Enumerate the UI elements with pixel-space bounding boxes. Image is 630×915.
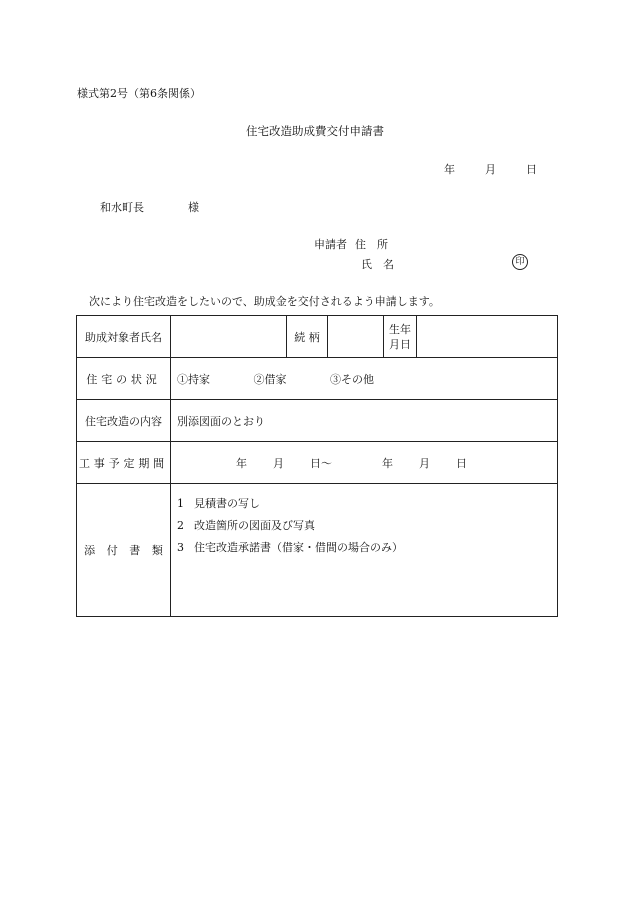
intro-text: 次により住宅改造をしたいので、助成金を交付されるよう申請します。 [89, 295, 440, 308]
date-day-label: 日 [526, 163, 537, 176]
document-title: 住宅改造助成費交付申請書 [246, 124, 384, 138]
applicant-label: 申請者 [314, 238, 347, 251]
subject-name-field[interactable] [171, 316, 287, 358]
birthdate-label-line2: 月日 [389, 337, 411, 351]
subject-name-label: 助成対象者氏名 [77, 316, 171, 358]
application-table [76, 315, 558, 617]
relation-field[interactable] [328, 316, 384, 358]
attachments-label: 添付書類 [84, 544, 175, 557]
attachment-number: 2 [177, 519, 184, 532]
period-end-year: 年 [382, 456, 393, 470]
period-end-day: 日 [456, 456, 467, 470]
table-row-subject [77, 316, 558, 358]
housing-option-other[interactable]: ③その他 [330, 372, 374, 386]
seal-mark: 印 [512, 254, 528, 270]
relation-label: 続 柄 [287, 316, 328, 358]
period-start-month: 月 [273, 456, 284, 470]
birthdate-label [384, 316, 417, 358]
attachment-number: 3 [177, 541, 184, 554]
table-row-attachments [77, 484, 558, 617]
list-item [177, 515, 557, 537]
attachment-number: 1 [177, 497, 184, 510]
attachments-list [177, 493, 557, 559]
renovation-content-label: 住宅改造の内容 [77, 400, 171, 442]
applicant-address-row [314, 236, 388, 252]
list-item [177, 537, 557, 559]
housing-label: 住宅の状況 [86, 372, 161, 386]
date-year-label: 年 [444, 163, 455, 176]
list-item [177, 493, 557, 515]
date-month-label: 月 [485, 163, 496, 176]
form-number: 様式第2号（第6条関係） [77, 87, 201, 100]
addressee [100, 199, 199, 215]
construction-period-label: 工事予定期間 [78, 456, 169, 470]
attachment-text: 改造箇所の図面及び写真 [194, 519, 315, 532]
date-line [444, 161, 537, 177]
renovation-content-value[interactable]: 別添図面のとおり [171, 400, 558, 442]
birthdate-label-line1: 生年 [389, 322, 411, 336]
table-row-content [77, 400, 558, 442]
table-row-housing [77, 358, 558, 400]
construction-period-field[interactable] [171, 442, 558, 484]
period-end-month: 月 [419, 456, 430, 470]
housing-option-owned[interactable]: ①持家 [177, 372, 210, 386]
period-start-day: 日～ [310, 456, 332, 470]
applicant-name-label: 氏 名 [361, 258, 394, 271]
birthdate-field[interactable] [417, 316, 558, 358]
housing-option-rented[interactable]: ②借家 [253, 372, 287, 386]
table-row-period [77, 442, 558, 484]
addressee-name: 和水町長 [100, 201, 144, 214]
housing-options [171, 358, 558, 400]
attachments-field [171, 484, 558, 617]
addressee-honorific: 様 [188, 201, 199, 214]
address-label: 住 所 [355, 238, 388, 251]
attachment-text: 見積書の写し [194, 497, 260, 510]
attachment-text: 住宅改造承諾書（借家・借間の場合のみ） [194, 541, 403, 554]
period-start-year: 年 [236, 456, 247, 470]
